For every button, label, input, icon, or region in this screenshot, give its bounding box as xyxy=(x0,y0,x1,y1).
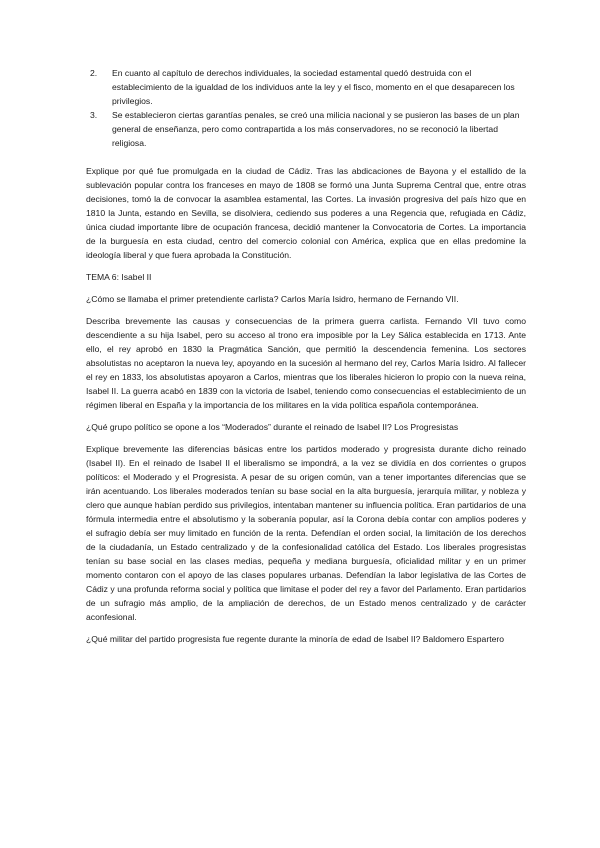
numbered-list xyxy=(86,66,526,150)
grupo-question: ¿Qué grupo político se opone a los “Moderados” durante el reinado de Isabel II? xyxy=(86,422,392,432)
grupo-paragraph xyxy=(86,420,526,434)
pretendiente-question: ¿Cómo se llamaba el primer pretendiente carlista? xyxy=(86,294,279,304)
list-item-number: 3. xyxy=(90,110,98,120)
militar-answer: Baldomero Espartero xyxy=(422,634,505,644)
list-item-text: Se establecieron ciertas garantías penales, se creó una milicia nacional y se pusieron las bases de un plan general de enseñanza, pero como contrapartida a los más conservadores, no se reconoció la libertad religiosa. xyxy=(112,110,520,148)
diferencias-question: Explique brevemente las diferencias básicas entre los partidos moderado y progresista durante dicho reinado (Isabel II). xyxy=(86,444,526,468)
pretendiente-answer: Carlos María Isidro, hermano de Fernando VII. xyxy=(280,294,459,304)
guerra-paragraph xyxy=(86,314,526,412)
guerra-question: Describa brevemente las causas y consecuencias de la primera guerra carlista. xyxy=(86,316,420,326)
cadiz-answer: Tras las abdicaciones de Bayona y el estallido de la sublevación popular contra los franceses en mayo de 1808 se formó una Junta Suprema Central que, entre otras decisiones, tomó la de convocar la asamblea estamental, las Cortes. La invasión progresiva del país hizo que en 1810 la Junta, estando en Sevilla, se disolviera, cediendo sus poderes a una Regencia que, refugiada en Cádiz, única ciudad importante libre de ocupación francesa, decidió mantener la Convocatoria de Cortes. La importancia de la burguesía en esta ciudad, centro del comercio colonial con América, explica que en ellas predomine la ideología liberal y que fuera aprobada la Constitución. xyxy=(86,166,526,260)
militar-paragraph xyxy=(86,632,526,646)
page-content xyxy=(86,66,526,646)
pretendiente-paragraph xyxy=(86,292,526,306)
cadiz-paragraph xyxy=(86,164,526,262)
diferencias-answer: En el reinado de Isabel II el liberalismo se impondrá, a la vez se dividía en dos corrientes o grupos políticos: el Moderado y el Progresista. A pesar de su origen común, van a tener importantes diferencias que se irán acentuando. Los liberales moderados tenían su base social en la alta burguesía, jerarquía militar, y nobleza y clero que aunque habían perdido sus privilegios, intentaban mantener su influencia política. Eran partidarios de una fórmula intermedia entre el absolutismo y la soberanía popular, así la Corona debía contar con amplios poderes y el sufragio debía ser muy limitado en función de la renta. Defendían el orden social, la limitación de los derechos de la ciudadanía, un Estado centralizado y de la confesionalidad católica del Estado. Los liberales progresistas tenían su base social en las clases medias, pequeña y mediana burguesía, oficialidad militar y en un primer momento contaron con el apoyo de las clases populares urbanas. Defendían la labor legislativa de las Cortes de Cádiz y una profunda reforma social y política que limitase el poder del rey a favor del Parlamento. Eran partidarios de un sufragio más amplio, de la ampliación de derechos, de un Estado menos centralizado y de carácter aconfesional. xyxy=(86,458,527,622)
list-item xyxy=(86,66,526,108)
list-item xyxy=(86,108,526,150)
guerra-answer: Fernando VII tuvo como descendiente a su hija Isabel, pero su acceso al trono era imposible por la Ley Sálica establecida en 1713. Ante ello, el rey aprobó en 1830 la Pragmática Sanción, que permitió la descendencia femenina. Los sectores absolutistas no aceptaron la nueva ley, apoyando en la sucesión al hermano del rey, Carlos María Isidro. Al fallecer el rey en 1833, los absolutistas apoyaron a Carlos, mientras que los liberales hicieron lo propio con la nueva reina, Isabel II. La guerra acabó en 1839 con la victoria de Isabel, teniendo como consecuencias el establecimiento de un régimen liberal en España y la importancia de los militares en la vida política española contemporánea. xyxy=(86,316,526,410)
grupo-answer: Los Progresistas xyxy=(394,422,459,432)
section-title: TEMA 6: Isabel II xyxy=(86,272,152,282)
list-item-text: En cuanto al capítulo de derechos individuales, la sociedad estamental quedó destruida con el establecimiento de la igualdad de los individuos ante la ley y el fisco, momento en el que desaparecen los privilegios. xyxy=(112,68,515,106)
cadiz-question: Explique por qué fue promulgada en la ciudad de Cádiz. xyxy=(86,166,313,176)
list-item-number: 2. xyxy=(90,68,98,78)
militar-question: ¿Qué militar del partido progresista fue regente durante la minoría de edad de Isabel II? xyxy=(86,634,421,644)
diferencias-paragraph xyxy=(86,442,526,624)
